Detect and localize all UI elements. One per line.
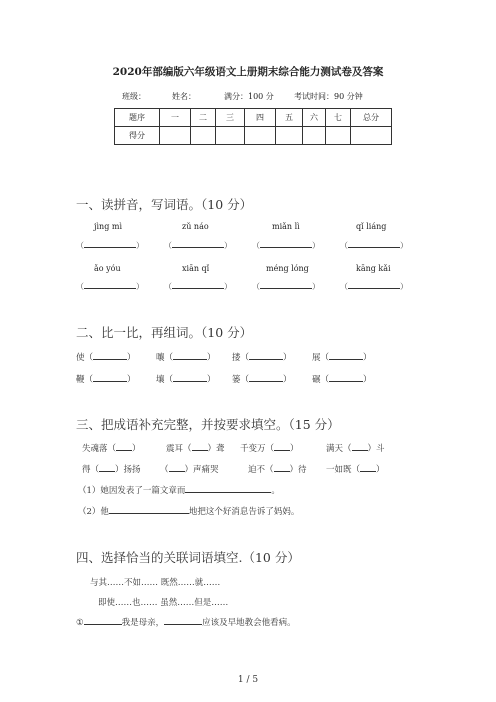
compare-item[interactable]: 嚷（ ） (156, 353, 216, 363)
section-2-heading: 二、比一比，再组词。（10 分） (76, 325, 253, 340)
answer-blank[interactable]: （ ） (76, 282, 144, 291)
idiom-item[interactable]: 得（ ）扬扬 (82, 465, 141, 475)
score-cell[interactable] (245, 127, 276, 145)
idiom-item[interactable]: 震耳（ ）聋 (166, 444, 225, 454)
idiom-item[interactable]: （ ）声痛哭 (160, 465, 219, 475)
answer-blank[interactable]: （ ） (164, 282, 232, 291)
pinyin: ǎo yóu (94, 264, 121, 273)
idiom-item[interactable]: 迫不（ ）待 (248, 465, 307, 475)
pinyin: méng lóng (266, 264, 309, 273)
pinyin: zǔ náo (182, 222, 209, 231)
table-cell: 题序 (115, 109, 160, 127)
idiom-question-1[interactable]: （1）她因发表了一篇文章而 。 (78, 486, 280, 496)
compare-item[interactable]: 篓（ ） (232, 375, 292, 385)
compare-item[interactable]: 鞭（ ） (76, 375, 136, 385)
table-cell: 七 (326, 109, 351, 127)
conjunction-options-line-2: 即使……也…… 虽然……但是…… (98, 598, 229, 608)
idiom-item[interactable]: 满天（ ）斗 (326, 444, 385, 454)
table-cell: 一 (160, 109, 191, 127)
compare-item[interactable]: 碾（ ） (312, 375, 372, 385)
full-score-label: 满分：100 分 (224, 92, 274, 101)
score-cell[interactable] (276, 127, 303, 145)
answer-blank[interactable]: （ ） (340, 282, 408, 291)
idiom-item[interactable]: 千变万（ ） (240, 444, 299, 454)
answer-blank[interactable]: （ ） (252, 282, 320, 291)
page-number: 1 / 5 (237, 675, 259, 685)
table-cell: 总分 (351, 109, 392, 127)
conjunction-options-line-1: 与其……不如…… 既然……就…… (90, 578, 221, 588)
table-cell: 四 (245, 109, 276, 127)
compare-item[interactable]: 搂（ ） (232, 353, 292, 363)
section-4-heading: 四、选择恰当的关联词语填空.（10 分） (76, 550, 300, 565)
section-1-heading: 一、读拼音，写词语。（10 分） (76, 197, 253, 212)
score-cell[interactable] (160, 127, 191, 145)
answer-blank[interactable]: （ ） (252, 241, 320, 250)
score-cell[interactable] (326, 127, 351, 145)
idiom-question-2[interactable]: （2）他 地把这个好消息告诉了妈妈。 (78, 507, 300, 517)
pinyin: xiān qǐ (182, 264, 210, 273)
score-table (114, 108, 392, 145)
score-cell[interactable] (216, 127, 245, 145)
name-label: 姓名： (172, 92, 196, 101)
answer-blank[interactable]: （ ） (164, 241, 232, 250)
score-cell[interactable] (191, 127, 216, 145)
score-cell[interactable] (351, 127, 392, 145)
class-label: 班级： (122, 92, 146, 101)
compare-item[interactable]: 展（ ） (312, 353, 372, 363)
compare-item[interactable]: 使（ ） (76, 353, 136, 363)
table-cell: 三 (216, 109, 245, 127)
compare-item[interactable]: 壤（ ） (156, 375, 216, 385)
table-cell: 二 (191, 109, 216, 127)
score-table-row (115, 127, 392, 145)
page-title: 2020年部编版六年级语文上册期末综合能力测试卷及答案 (112, 66, 384, 78)
answer-blank[interactable]: （ ） (76, 241, 144, 250)
section-3-heading: 三、把成语补充完整，并按要求填空。（15 分） (76, 417, 340, 432)
conjunction-question-1[interactable]: ① 我是母亲， 应该及早地教会他看病。 (76, 618, 296, 628)
table-cell: 得分 (115, 127, 160, 145)
idiom-item[interactable]: 失魂落（ ） (82, 444, 141, 454)
exam-time-label: 考试时间：90 分钟 (294, 92, 363, 101)
answer-blank[interactable]: （ ） (340, 241, 408, 250)
score-table-header-row (115, 109, 392, 127)
pinyin: qǐ liáng (356, 222, 387, 231)
table-cell: 五 (276, 109, 303, 127)
pinyin: kāng kǎi (356, 264, 391, 273)
score-cell[interactable] (303, 127, 326, 145)
idiom-item[interactable]: 一如既（ ） (326, 465, 385, 475)
pinyin: jìng mì (94, 222, 122, 231)
table-cell: 六 (303, 109, 326, 127)
pinyin: miǎn lì (272, 222, 300, 231)
